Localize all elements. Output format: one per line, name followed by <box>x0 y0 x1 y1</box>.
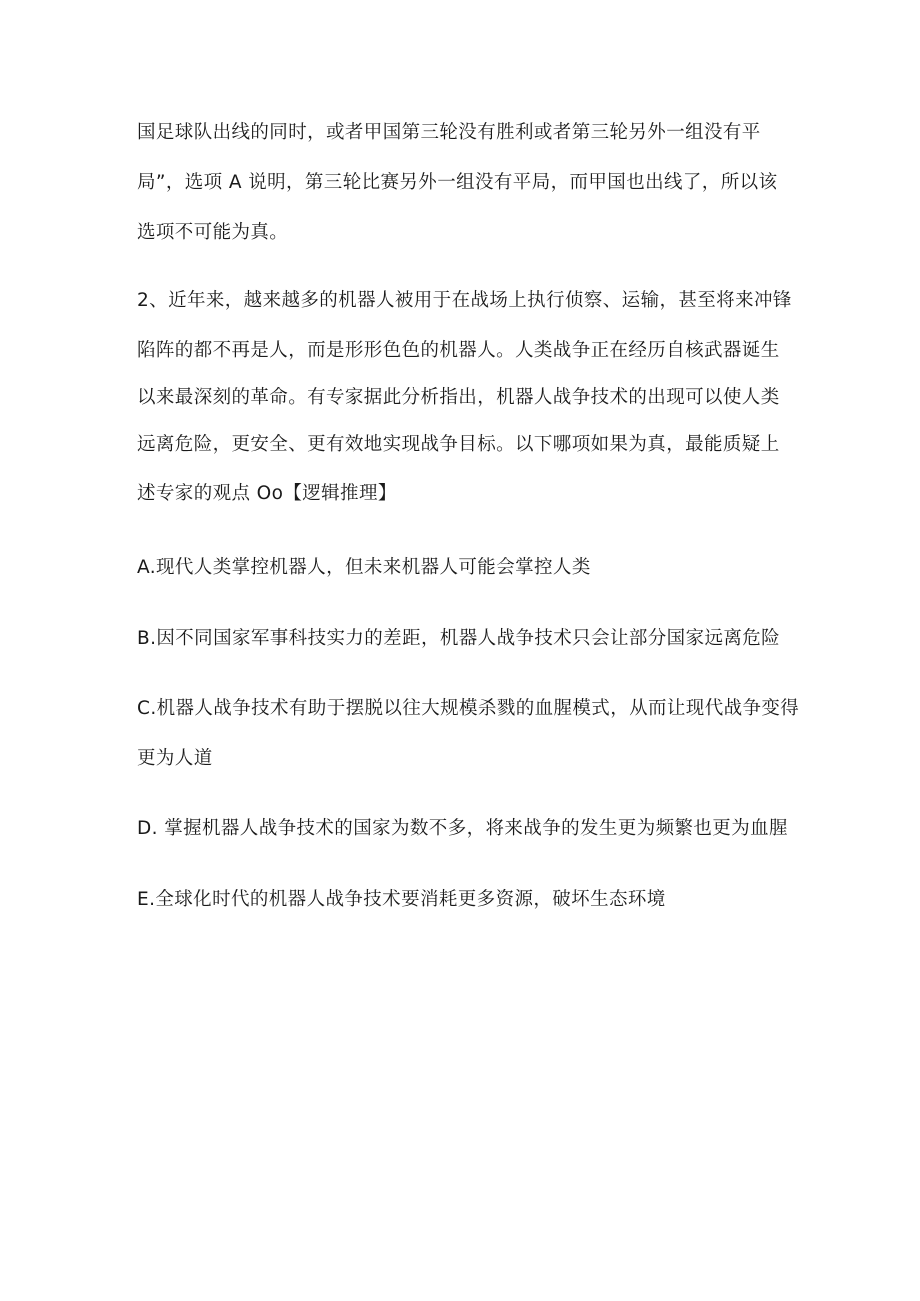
explanation-line-2: 局”，选项 A 说明，第三轮比赛另外一组没有平局，而甲国也出线了，所以该 <box>137 172 778 193</box>
question-line-5: 述专家的观点 Oo【逻辑推理】 <box>137 483 397 504</box>
question-line-1: 2、近年来，越来越多的机器人被用于在战场上执行侦察、运输，甚至将来冲锋 <box>137 290 792 311</box>
option-a: A.现代人类掌控机器人，但未来机器人可能会掌控人类 <box>137 557 591 578</box>
option-c-line-1: C.机器人战争技术有助于摆脱以往大规模杀戮的血腥模式，从而让现代战争变得 <box>137 698 800 719</box>
question-line-4: 远离危险，更安全、更有效地实现战争目标。以下哪项如果为真，最能质疑上 <box>137 434 780 455</box>
explanation-line-1: 国足球队出线的同时，或者甲国第三轮没有胜利或者第三轮另外一组没有平 <box>137 122 761 143</box>
explanation-line-3: 选项不可能为真。 <box>137 222 289 243</box>
question-line-3: 以来最深刻的革命。有专家据此分析指出，机器人战争技术的出现可以使人类 <box>137 387 780 408</box>
option-c-line-2: 更为人道 <box>137 748 213 769</box>
option-d: D. 掌握机器人战争技术的国家为数不多，将来战争的发生更为频繁也更为血腥 <box>137 818 788 839</box>
question-line-2: 陷阵的都不再是人，而是形形色色的机器人。人类战争正在经历自核武器诞生 <box>137 340 780 361</box>
option-b: B.因不同国家军事科技实力的差距，机器人战争技术只会让部分国家远离危险 <box>137 628 781 649</box>
option-e: E.全球化时代的机器人战争技术要消耗更多资源，破坏生态环境 <box>137 889 666 910</box>
